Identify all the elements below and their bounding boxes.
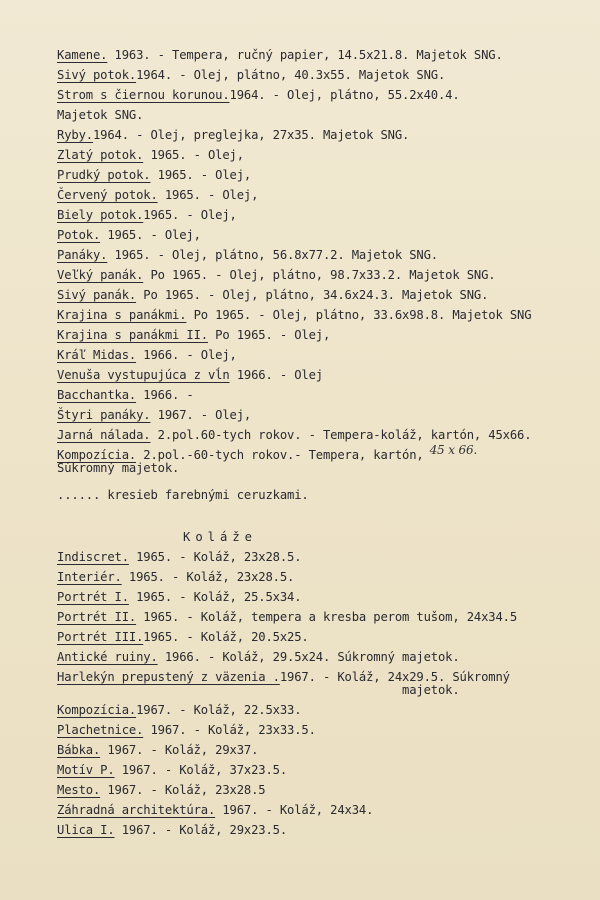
work-details: 1967. - Koláž, 23x33.5. [143, 723, 316, 737]
work-title: Ryby. [57, 128, 93, 142]
work-details: 1966. - Koláž, 29.5x24. Súkromný majetok. [157, 650, 460, 664]
list-item [57, 368, 323, 382]
work-title: Venuša vystupujúca z vĺn [57, 368, 230, 382]
work-details: 1967. - Koláž, 24x29.5. Súkromný [279, 670, 510, 684]
work-details: Po 1965. - Olej, plátno, 98.7x33.2. Majetok SNG. [143, 268, 496, 282]
list-item [57, 228, 201, 242]
list-item [57, 428, 531, 442]
work-title: Mesto. [57, 783, 101, 797]
work-title: Prudký potok. [57, 168, 151, 182]
list-item [57, 590, 301, 604]
list-item [57, 743, 258, 757]
list-item [57, 148, 244, 162]
work-details: 1966. - [136, 388, 194, 402]
work-details: 1965. - Koláž, 23x28.5. [128, 550, 302, 564]
work-title: Strom s čiernou korunou. [57, 88, 230, 102]
work-details: 1966. - Olej, [136, 348, 237, 362]
work-title: Veľký panák. [57, 268, 144, 282]
list-item [57, 208, 237, 222]
work-details: Majetok SNG. [57, 108, 144, 122]
list-item [57, 128, 409, 142]
work-title: Štyri panáky. [57, 408, 151, 422]
list-item [57, 408, 251, 422]
work-title: Sivý panák. [57, 288, 137, 302]
work-title: Portrét I. [57, 590, 129, 604]
list-item [57, 723, 316, 737]
work-details: Po 1965. - Olej, [207, 328, 331, 342]
list-item [57, 108, 143, 122]
work-details: 1965. - Olej, [157, 188, 259, 202]
work-details: 1965. - Koláž, tempera a kresba perom tušom, 24x34.5 [136, 610, 517, 624]
work-details: 1963. - Tempera, ručný papier, 14.5x21.8. Majetok SNG. [107, 48, 503, 62]
work-title: Jarná nálada. [57, 428, 151, 442]
work-details: 1967. - Koláž, 37x23.5. [114, 763, 287, 777]
work-details: Súkromný majetok. [57, 461, 180, 475]
list-item [57, 650, 460, 664]
work-details: Po 1965. - Olej, plátno, 34.6x24.3. Majetok SNG. [136, 288, 489, 302]
work-title: Zlatý potok. [57, 148, 144, 162]
work-title: Krajina s panákmi. [57, 308, 187, 322]
work-title: Motív P. [57, 763, 115, 777]
section-heading: Koláže [183, 530, 258, 544]
list-item [57, 348, 237, 362]
work-title: Interiér. [57, 570, 122, 584]
work-title: Kompozícia. [57, 703, 137, 717]
work-title: Panáky. [57, 248, 108, 262]
work-title: Bacchantka. [57, 388, 137, 402]
list-item [57, 288, 488, 302]
list-item [57, 461, 179, 475]
list-item [57, 308, 531, 322]
work-title: Krajina s panákmi II. [57, 328, 208, 342]
work-details: 1964. - Olej, preglejka, 27x35. Majetok SNG. [92, 128, 410, 142]
work-details: 1965. - Koláž, 25.5x34. [128, 590, 302, 604]
work-details: 1965. - Olej, [150, 168, 252, 182]
work-details: 1964. - Olej, plátno, 40.3x55. Majetok SNG. [136, 68, 446, 82]
work-details: 1965. - Olej, [143, 148, 244, 162]
work-title: Kráľ Midas. [57, 348, 137, 362]
work-details: 2.pol.60-tych rokov. - Tempera-koláž, kartón, 45x66. [150, 428, 532, 442]
work-details: 1967. - Koláž, 29x23.5. [114, 823, 287, 837]
work-details: 1965. - Koláž, 23x28.5. [121, 570, 295, 584]
work-title: Kamene. [57, 48, 108, 62]
list-item [57, 763, 287, 777]
work-title: Antické ruiny. [57, 650, 158, 664]
drawings-line: ...... kresieb farebnými ceruzkami. [57, 488, 309, 502]
list-item [57, 68, 445, 82]
work-title: Bábka. [57, 743, 101, 757]
work-title: Červený potok. [57, 188, 158, 202]
list-item [57, 48, 503, 62]
list-item [57, 683, 460, 697]
work-details: 1965. - Olej, [100, 228, 201, 242]
work-details: 2.pol.-60-tych rokov.- Tempera, kartón, [136, 448, 424, 462]
work-details: Po 1965. - Olej, plátno, 33.6x98.8. Majetok SNG [186, 308, 532, 322]
list-item [57, 88, 460, 102]
list-item [57, 328, 330, 342]
work-details: 1967. - Koláž, 22.5x33. [136, 703, 302, 717]
list-item [57, 188, 258, 202]
list-item [57, 803, 373, 817]
work-title: Indiscret. [57, 550, 129, 564]
work-title: Biely potok. [57, 208, 144, 222]
list-item [57, 268, 495, 282]
list-item [57, 703, 301, 717]
work-title: Portrét II. [57, 610, 137, 624]
work-details: 1967. - Olej, [150, 408, 252, 422]
work-details: 1965. - Olej, [143, 208, 237, 222]
list-item [57, 550, 301, 564]
work-title: Kompozícia. [57, 448, 137, 462]
list-item [57, 630, 309, 644]
work-details: 1967. - Koláž, 23x28.5 [100, 783, 266, 797]
work-title: Harlekýn prepustený z väzenia . [57, 670, 280, 684]
work-title: Plachetnice. [57, 723, 144, 737]
handwritten-note: 45 x 66. [429, 443, 478, 457]
work-title: Sivý potok. [57, 68, 137, 82]
list-item [57, 823, 287, 837]
list-item [57, 610, 517, 624]
list-item [57, 670, 510, 684]
list-item [57, 388, 194, 402]
work-title: Záhradná architektúra. [57, 803, 216, 817]
list-item [57, 248, 438, 262]
list-item [57, 168, 251, 182]
list-item [57, 783, 265, 797]
list-item [57, 443, 478, 462]
work-title: Potok. [57, 228, 101, 242]
work-details: 1967. - Koláž, 24x34. [215, 803, 374, 817]
work-title: Ulica I. [57, 823, 115, 837]
work-details: 1964. - Olej, plátno, 55.2x40.4. [229, 88, 460, 102]
work-details: 1966. - Olej [229, 368, 323, 382]
work-details: 1967. - Koláž, 29x37. [100, 743, 259, 757]
work-details: 1965. - Koláž, 20.5x25. [143, 630, 309, 644]
work-details: 1965. - Olej, plátno, 56.8x77.2. Majetok SNG. [107, 248, 438, 262]
work-details: majetok. [57, 683, 460, 697]
list-item [57, 570, 294, 584]
work-title: Portrét III. [57, 630, 144, 644]
